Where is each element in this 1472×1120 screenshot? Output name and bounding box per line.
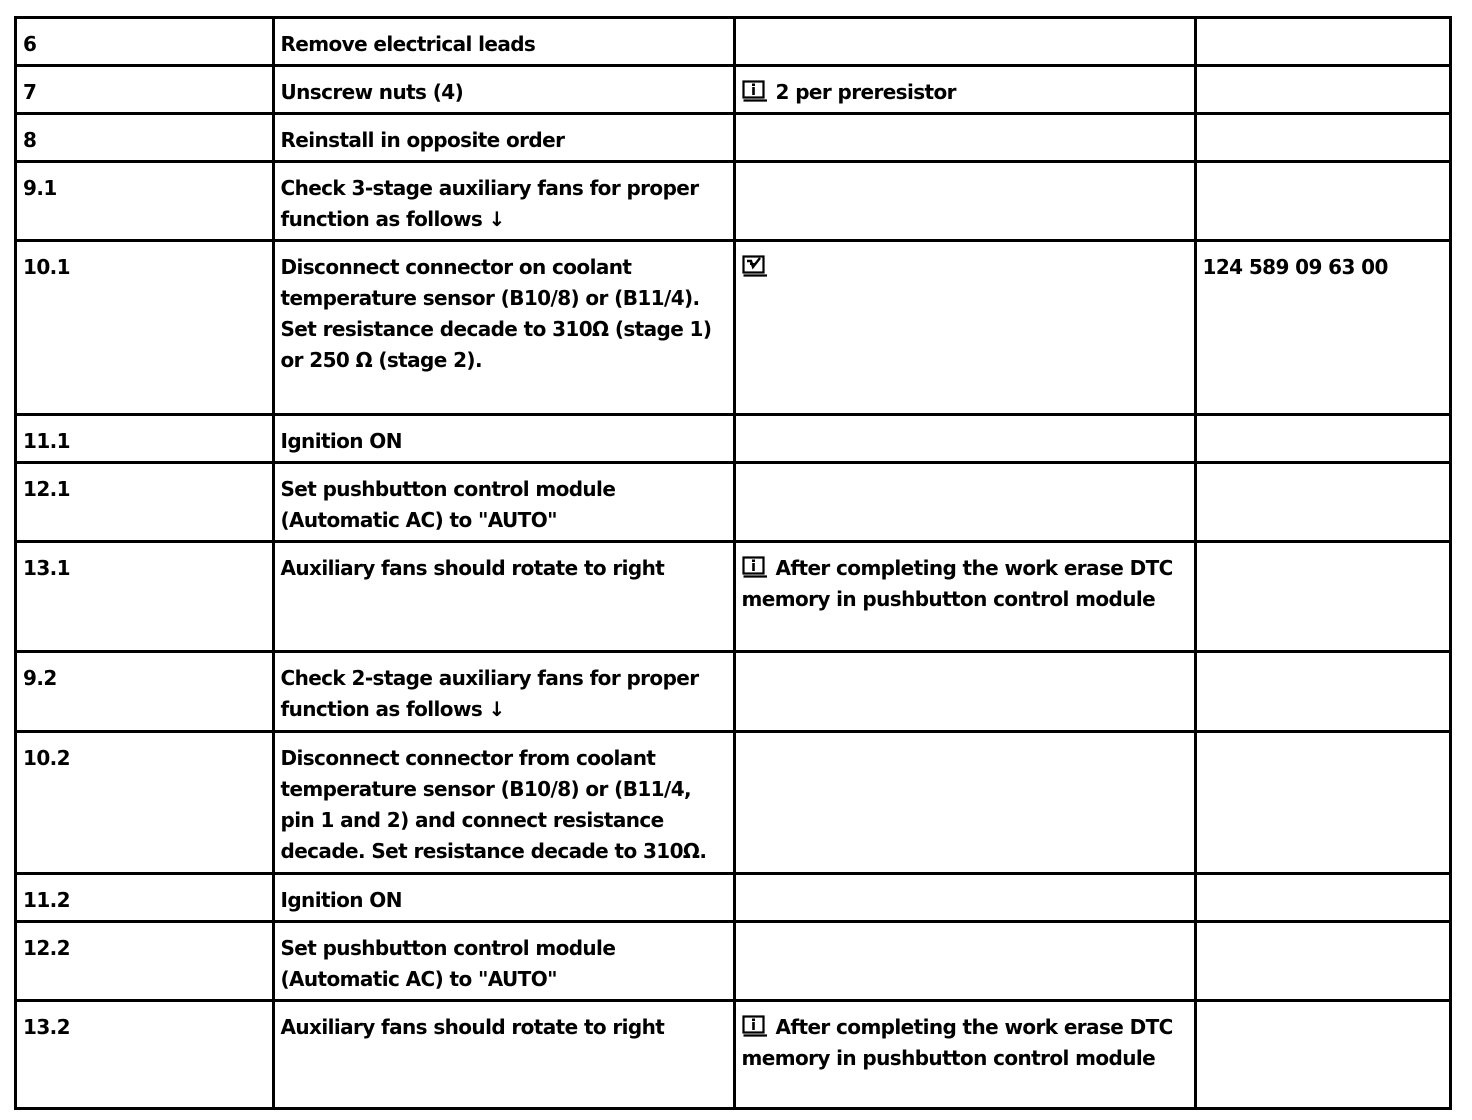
action-cell: Disconnect connector on coolant temperature sensor (B10/8) or (B11/4). Set resistance decade to 310Ω (stage 1) or 250 Ω (stage 2). [273, 241, 734, 415]
table-row [16, 114, 1451, 162]
note-cell [734, 652, 1195, 732]
tool-cell [1195, 18, 1450, 66]
step-cell: 11.1 [16, 415, 274, 463]
step-cell: 7 [16, 66, 274, 114]
step-cell: 13.2 [16, 1001, 274, 1109]
step-cell: 10.1 [16, 241, 274, 415]
action-cell: Reinstall in opposite order [273, 114, 734, 162]
note-cell [734, 463, 1195, 542]
info-icon [742, 80, 768, 102]
tool-cell [1195, 1001, 1450, 1109]
tool-cell [1195, 66, 1450, 114]
note-text: 2 per preresistor [775, 80, 956, 104]
note-cell [734, 162, 1195, 241]
table-row [16, 874, 1451, 922]
tool-cell: 124 589 09 63 00 [1195, 241, 1450, 415]
tool-cell [1195, 114, 1450, 162]
note-cell [734, 18, 1195, 66]
note-cell [734, 114, 1195, 162]
table-row [16, 415, 1451, 463]
note-cell [734, 1001, 1195, 1109]
note-text: After completing the work erase DTC memory in pushbutton control module [741, 556, 1173, 611]
action-cell: Check 3-stage auxiliary fans for proper function as follows ↓ [273, 162, 734, 241]
step-cell: 10.2 [16, 732, 274, 874]
action-cell: Remove electrical leads [273, 18, 734, 66]
table-row [16, 542, 1451, 652]
action-cell: Auxiliary fans should rotate to right [273, 1001, 734, 1109]
action-cell: Unscrew nuts (4) [273, 66, 734, 114]
table-row [16, 18, 1451, 66]
step-cell: 12.1 [16, 463, 274, 542]
table-row [16, 652, 1451, 732]
tool-cell [1195, 542, 1450, 652]
note-cell [734, 874, 1195, 922]
note-cell [734, 542, 1195, 652]
table-row [16, 922, 1451, 1001]
action-cell: Set pushbutton control module (Automatic AC) to "AUTO" [273, 463, 734, 542]
special-tool-icon [742, 255, 768, 277]
table-row [16, 241, 1451, 415]
step-cell: 9.1 [16, 162, 274, 241]
tool-cell [1195, 922, 1450, 1001]
info-icon [742, 556, 768, 578]
action-cell: Check 2-stage auxiliary fans for proper function as follows ↓ [273, 652, 734, 732]
note-cell [734, 66, 1195, 114]
action-cell: Ignition ON [273, 415, 734, 463]
step-cell: 13.1 [16, 542, 274, 652]
table-row [16, 463, 1451, 542]
action-cell: Auxiliary fans should rotate to right [273, 542, 734, 652]
tool-cell [1195, 652, 1450, 732]
step-cell: 9.2 [16, 652, 274, 732]
procedure-table [14, 16, 1452, 1110]
note-cell [734, 415, 1195, 463]
tool-cell [1195, 874, 1450, 922]
note-text: After completing the work erase DTC memory in pushbutton control module [741, 1015, 1173, 1070]
table-row [16, 66, 1451, 114]
action-cell: Disconnect connector from coolant temperature sensor (B10/8) or (B11/4, pin 1 and 2) and connect resistance decade. Set resistance decade to 310Ω. [273, 732, 734, 874]
table-row [16, 732, 1451, 874]
table-row [16, 1001, 1451, 1109]
action-cell: Ignition ON [273, 874, 734, 922]
tool-cell [1195, 732, 1450, 874]
step-cell: 11.2 [16, 874, 274, 922]
table-row [16, 162, 1451, 241]
info-icon [742, 1015, 768, 1037]
note-cell [734, 241, 1195, 415]
tool-cell [1195, 463, 1450, 542]
step-cell: 8 [16, 114, 274, 162]
tool-cell [1195, 415, 1450, 463]
tool-cell [1195, 162, 1450, 241]
step-cell: 6 [16, 18, 274, 66]
note-cell [734, 922, 1195, 1001]
action-cell: Set pushbutton control module (Automatic AC) to "AUTO" [273, 922, 734, 1001]
note-cell [734, 732, 1195, 874]
step-cell: 12.2 [16, 922, 274, 1001]
